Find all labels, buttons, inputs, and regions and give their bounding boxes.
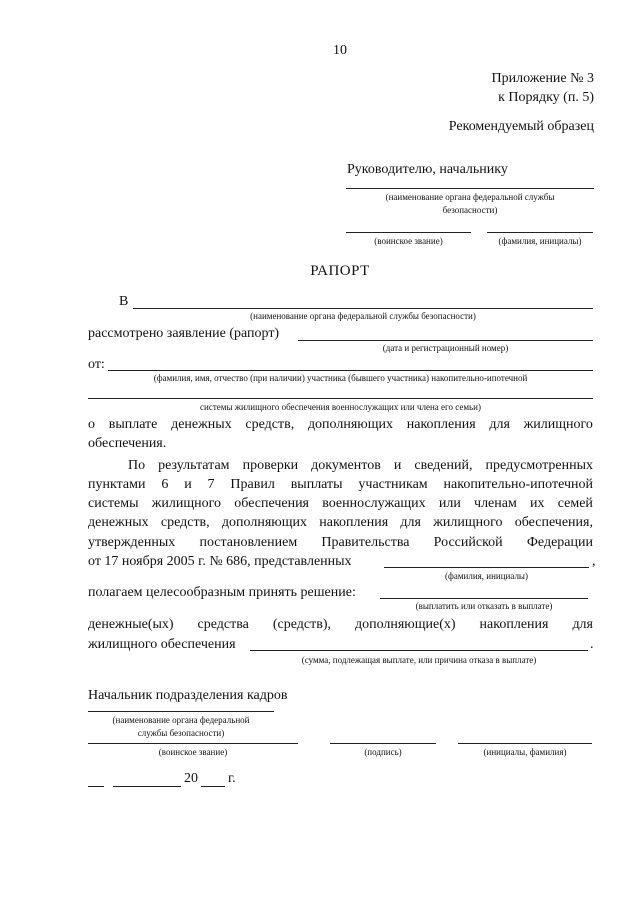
in-hint: (наименование органа федеральной службы безопасности) <box>250 311 476 321</box>
document-title: РАПОРТ <box>310 263 370 279</box>
housing-period: . <box>590 637 594 652</box>
date-month-line <box>113 786 181 787</box>
amount-line <box>250 650 588 651</box>
from-line-1 <box>108 370 593 371</box>
chief-label: Начальник подразделения кадров <box>88 688 288 703</box>
paragraph-line-4: денежных средств, дополняющих накопления для жилищного обеспечения, <box>88 515 593 530</box>
considered-line <box>298 340 593 341</box>
presented-comma: , <box>592 554 596 569</box>
chief-initials-hint: (инициалы, фамилия) <box>483 747 567 757</box>
chief-rank-line <box>88 743 298 744</box>
appendix-line-1: Приложение № 3 <box>491 71 594 86</box>
chief-sign-line <box>330 743 436 744</box>
sample-label: Рекомендуемый образец <box>448 119 594 134</box>
addressee-name-hint: (фамилия, инициалы) <box>498 236 582 246</box>
from-hint-2: системы жилищного обеспечения военнослужащих или члена его семьи) <box>200 402 481 412</box>
date-day-line <box>88 786 104 787</box>
chief-sign-hint: (подпись) <box>364 747 402 757</box>
paragraph-line-6: от 17 ноября 2005 г. № 686, представленных <box>88 554 352 569</box>
decision-hint: (выплатить или отказать в выплате) <box>415 601 553 611</box>
paragraph-line-1: По результатам проверки документов и сведений, предусмотренных <box>128 458 593 473</box>
addressee-rank-line <box>346 232 471 233</box>
paragraph-line-3: системы жилищного обеспечения военнослужащих или членам их семей <box>88 496 593 511</box>
from-hint-1: (фамилия, имя, отчество (при наличии) участника (бывшего участника) накопительно-ипотечной <box>153 373 528 383</box>
chief-rank-hint: (воинское звание) <box>158 747 228 757</box>
page-number: 10 <box>333 43 347 58</box>
from-line-2 <box>88 398 593 399</box>
addressee-org-hint-2: безопасности) <box>442 205 498 215</box>
considered-hint: (дата и регистрационный номер) <box>382 343 509 353</box>
amount-hint: (сумма, подлежащая выплате, или причина отказа в выплате) <box>301 655 537 665</box>
chief-org-line <box>88 711 274 712</box>
paragraph-line-5: утвержденных постановлением Правительства Российской Федерации <box>88 535 593 550</box>
presented-name-hint: (фамилия, инициалы) <box>445 571 528 581</box>
considered-label: рассмотрено заявление (рапорт) <box>88 326 280 341</box>
addressee-rank-hint: (воинское звание) <box>374 236 443 246</box>
money-line: денежные(ых) средства (средств), дополняющие(х) накопления для <box>88 617 593 632</box>
date-year-prefix: 20 <box>184 771 198 786</box>
chief-org-hint-2: службы безопасности) <box>137 728 225 738</box>
addressee-label: Руководителю, начальнику <box>347 162 508 177</box>
in-line <box>133 308 593 309</box>
paragraph-line-2: пунктами 6 и 7 Правил выплаты участникам накопительно-ипотечной <box>88 477 593 492</box>
decision-line <box>380 598 588 599</box>
addressee-org-line <box>346 188 594 189</box>
chief-org-hint-1: (наименование органа федеральной <box>112 715 250 725</box>
date-year-line <box>201 786 225 787</box>
presented-name-line <box>384 567 589 568</box>
from-label: от: <box>88 357 105 372</box>
chief-initials-line <box>458 743 592 744</box>
appendix-line-2: к Порядку (п. 5) <box>498 90 594 105</box>
about-line-1: о выплате денежных средств, дополняющих накопления для жилищного <box>88 417 593 432</box>
decision-label: полагаем целесообразным принять решение: <box>88 585 356 600</box>
addressee-name-line <box>487 232 593 233</box>
date-year-suffix: г. <box>228 771 236 786</box>
housing-label: жилищного обеспечения <box>88 637 236 652</box>
in-label: В <box>119 294 129 309</box>
about-line-2: обеспечения. <box>88 436 167 451</box>
addressee-org-hint-1: (наименование органа федеральной службы <box>385 192 555 202</box>
